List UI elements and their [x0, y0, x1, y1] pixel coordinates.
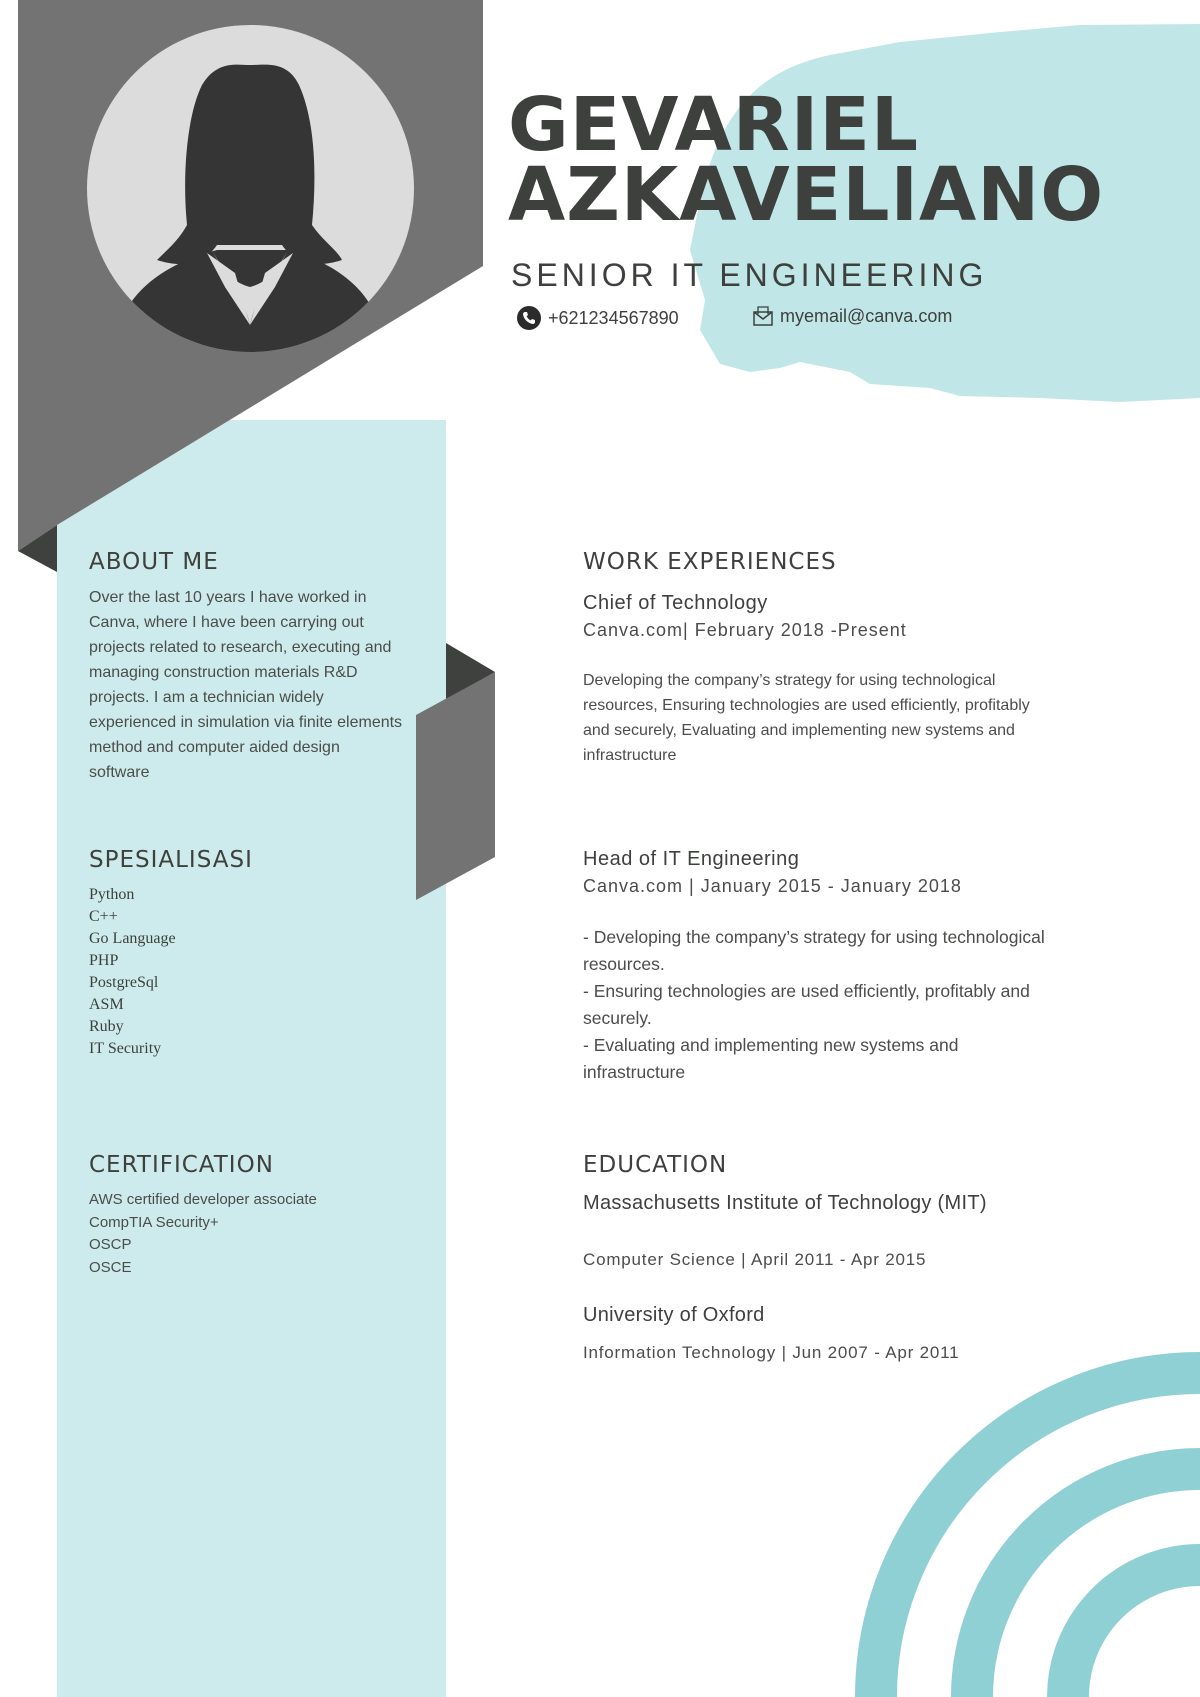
education-title: EDUCATION: [583, 1152, 728, 1178]
job-role: Chief of Technology: [583, 592, 768, 614]
woman-silhouette-icon: [87, 25, 414, 352]
job-description: Developing the company’s strategy for using technological resources, Ensuring technologies are used efficiently, profitably and securely, Evaluating and implementing new systems and infrastructure: [583, 672, 1030, 764]
about-text: Over the last 10 years I have worked in Canva, where I have been carrying out projects related to research, executing and managing construction materials R&D projects. I am a technician widely experienced in simulation via finite elements method and computer aided design software: [89, 589, 403, 781]
name-first: GEVARIEL: [508, 82, 920, 168]
envelope-icon: [752, 305, 774, 327]
arcs-decoration: [876, 1373, 1200, 1697]
list-item: - Evaluating and implementing new systems and infrastructure: [583, 1035, 959, 1082]
name-last: AZKAVELIANO: [508, 152, 1105, 238]
list-item: Go Language: [89, 930, 176, 947]
list-item: PostgreSql: [89, 974, 159, 991]
education-meta: Computer Science | April 2011 - Apr 2015: [583, 1250, 927, 1269]
list-item: OSCP: [89, 1236, 132, 1253]
certification-list: [89, 1189, 317, 1279]
list-item: IT Security: [89, 1040, 162, 1057]
education-school: Massachusetts Institute of Technology (MIT): [583, 1192, 987, 1214]
list-item: C++: [89, 908, 118, 925]
list-item: PHP: [89, 952, 119, 969]
work-title: WORK EXPERIENCES: [583, 549, 837, 575]
job-bullets: [583, 924, 1063, 1086]
job-title: SENIOR IT ENGINEERING: [511, 257, 988, 293]
email-contact: [752, 305, 952, 327]
about-title: ABOUT ME: [89, 549, 219, 575]
email-text: myemail@canva.com: [780, 305, 953, 326]
specialization-title: SPESIALISASI: [89, 847, 253, 873]
job-meta: Canva.com| February 2018 -Present: [583, 620, 907, 640]
specialization-list: [89, 884, 176, 1060]
phone-icon: [516, 305, 542, 331]
list-item: - Ensuring technologies are used efficiently, profitably and securely.: [583, 981, 1030, 1028]
education-school: University of Oxford: [583, 1304, 765, 1326]
job-meta: Canva.com | January 2015 - January 2018: [583, 876, 962, 896]
list-item: Python: [89, 886, 135, 903]
list-item: AWS certified developer associate: [89, 1191, 317, 1208]
avatar: [87, 25, 414, 352]
job-role: Head of IT Engineering: [583, 848, 800, 870]
list-item: ASM: [89, 996, 124, 1013]
list-item: Ruby: [89, 1018, 124, 1035]
list-item: CompTIA Security+: [89, 1213, 219, 1231]
phone-text: +621234567890: [548, 307, 679, 328]
education-meta: Information Technology | Jun 2007 - Apr 2011: [583, 1343, 960, 1362]
list-item: OSCE: [89, 1258, 132, 1276]
phone-contact: [516, 305, 679, 331]
list-item: - Developing the company’s strategy for using technological resources.: [583, 927, 1045, 974]
certification-title: CERTIFICATION: [89, 1152, 274, 1178]
